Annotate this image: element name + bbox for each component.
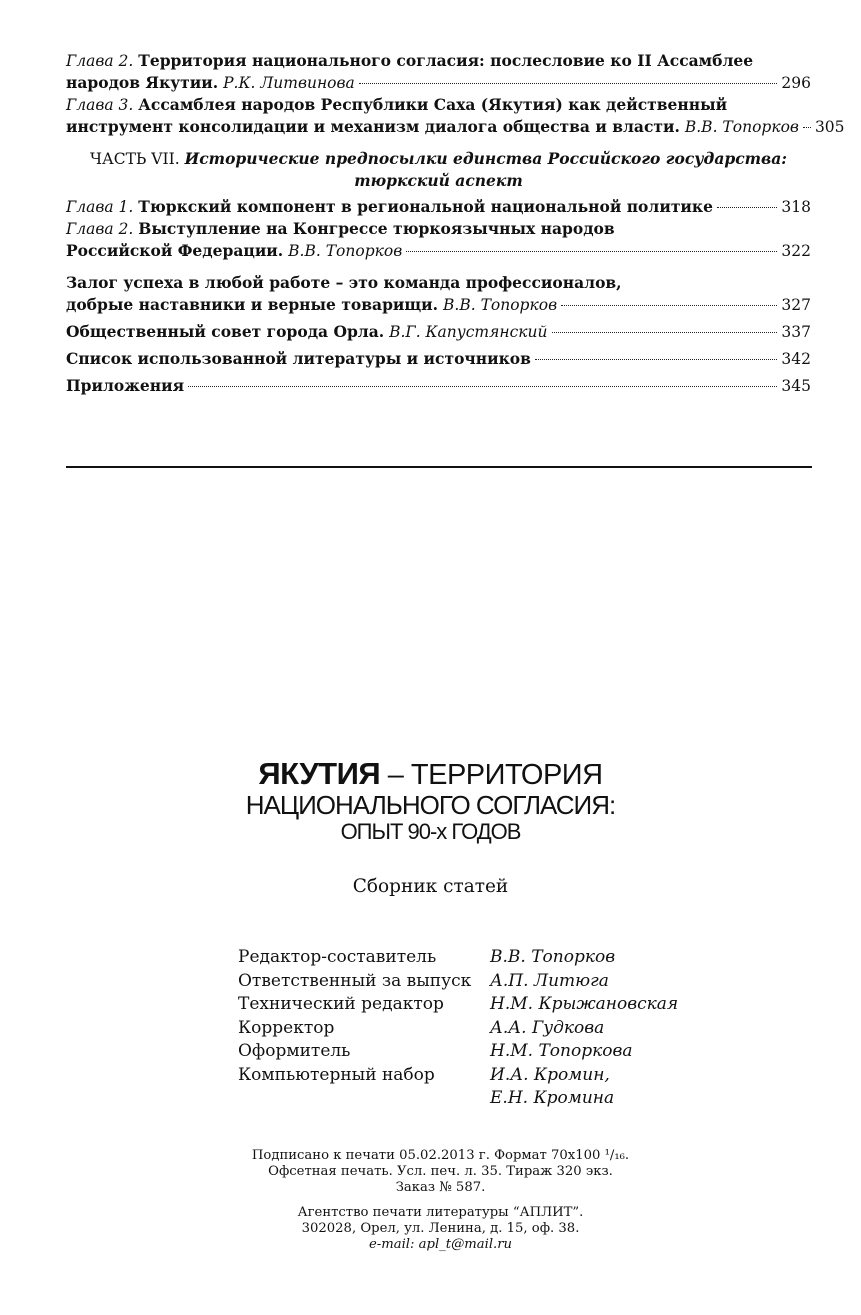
chapter-author: Р.К. Литвинова (223, 74, 355, 92)
credit-row (238, 1040, 678, 1064)
credit-row (238, 993, 678, 1017)
chapter-title: Территория национального согласия: послесловие ко II Ассамблее (138, 51, 754, 70)
toc-entry (66, 72, 811, 94)
credit-name: А.П. Литюга (490, 970, 609, 991)
part-title-continued: тюркский аспект (354, 171, 523, 190)
credit-row (238, 970, 678, 994)
book-subtitle: Сборник статей (352, 876, 509, 897)
chapter-author: В.Г. Капустянский (389, 323, 548, 341)
chapter-title: Выступление на Конгрессе тюркоязычных народов (138, 219, 615, 238)
page-number: 318 (781, 198, 811, 216)
chapter-number: Глава 1. (66, 198, 134, 216)
toc-entry (66, 196, 811, 218)
chapter-title: Общественный совет города Орла. (66, 322, 385, 341)
imprint-email: e-mail: apl_t@mail.ru (368, 1237, 513, 1252)
title-line-3: ОПЫТ 90-х ГОДОВ (340, 819, 521, 844)
title-line-2: НАЦИОНАЛЬНОГО СОГЛАСИЯ: (245, 790, 616, 820)
chapter-title: добрые наставники и верные товарищи. (66, 295, 439, 314)
leader-dots (717, 207, 777, 208)
chapter-number: Глава 2. (66, 220, 134, 238)
leader-dots (188, 386, 777, 387)
page-number: 327 (781, 296, 811, 314)
leader-dots (561, 305, 777, 306)
title-main-word: ЯКУТИЯ (258, 756, 381, 791)
credit-name: В.В. Топорков (490, 947, 616, 967)
imprint-line: 302028, Орел, ул. Ленина, д. 15, оф. 38. (301, 1221, 580, 1236)
credit-role: Редактор-составитель (238, 947, 437, 967)
credit-name: А.А. Гудкова (490, 1017, 605, 1038)
toc-entry (66, 294, 811, 316)
chapter-title: Приложения (66, 376, 185, 395)
book-title (0, 758, 861, 845)
toc-entry (66, 116, 845, 138)
horizontal-divider (66, 466, 812, 468)
chapter-title: народов Якутии. (66, 73, 219, 92)
credit-name: Н.М. Топоркова (490, 1041, 633, 1061)
leader-dots (803, 127, 811, 128)
title-rest: – ТЕРРИТОРИЯ (380, 759, 603, 791)
part-title: Исторические предпосылки единства Российского государства: (184, 149, 787, 168)
chapter-title: Российской Федерации. (66, 241, 284, 260)
chapter-title: Ассамблея народов Республики Саха (Якутия) как действенный (138, 95, 728, 114)
chapter-title: Залог успеха в любой работе – это команда профессионалов, (66, 273, 622, 292)
credit-name: И.А. Кромин, (490, 1064, 610, 1085)
page-number: 337 (781, 323, 811, 341)
toc-entry (66, 375, 811, 397)
toc-entry (66, 272, 811, 294)
credit-role: Оформитель (238, 1041, 351, 1061)
chapter-title: Тюркский компонент в региональной национальной политике (138, 197, 713, 216)
leader-dots (359, 83, 778, 84)
chapter-number: Глава 2. (66, 52, 134, 70)
chapter-title: инструмент консолидации и механизм диалога общества и власти. (66, 117, 680, 136)
chapter-author: В.В. Топорков (684, 118, 799, 136)
credit-role: Ответственный за выпуск (238, 970, 472, 991)
leader-dots (535, 359, 778, 360)
page-number: 296 (781, 74, 811, 92)
imprint-line: Подписано к печати 05.02.2013 г. Формат 70х100 ¹/₁₆. (251, 1148, 630, 1163)
toc-entry (66, 218, 811, 240)
part-heading (66, 148, 811, 192)
toc-entry (66, 50, 811, 72)
credit-row (238, 1087, 678, 1111)
credit-role: Корректор (238, 1017, 335, 1038)
part-label: ЧАСТЬ VII. (90, 150, 180, 168)
page-number: 322 (781, 242, 811, 260)
credit-name: Н.М. Крыжановская (490, 994, 679, 1014)
imprint-line: Заказ № 587. (395, 1180, 486, 1195)
credits-list (238, 946, 678, 1111)
credit-name: Е.Н. Кромина (490, 1088, 615, 1108)
page-number: 305 (814, 118, 845, 136)
imprint-line: Офсетная печать. Усл. печ. л. 35. Тираж 320 экз. (268, 1164, 613, 1179)
chapter-author: В.В. Топорков (288, 242, 403, 260)
credit-row (238, 1064, 678, 1088)
toc-entry (66, 240, 811, 262)
credit-row (238, 946, 678, 970)
credit-role (238, 1087, 490, 1111)
imprint-block (0, 1148, 861, 1253)
toc-entry (66, 94, 811, 116)
toc-entry (66, 321, 811, 343)
credit-role: Компьютерный набор (238, 1064, 435, 1085)
table-of-contents (66, 50, 845, 397)
chapter-number: Глава 3. (66, 96, 134, 114)
toc-entry (66, 348, 811, 370)
chapter-title: Список использованной литературы и источников (66, 349, 531, 368)
credit-role: Технический редактор (238, 994, 444, 1014)
leader-dots (552, 332, 778, 333)
leader-dots (406, 251, 777, 252)
page-number: 345 (781, 377, 811, 395)
imprint-line: Агентство печати литературы “АПЛИТ”. (297, 1205, 584, 1220)
credit-row (238, 1017, 678, 1041)
page-number: 342 (781, 350, 811, 368)
chapter-author: В.В. Топорков (443, 296, 558, 314)
